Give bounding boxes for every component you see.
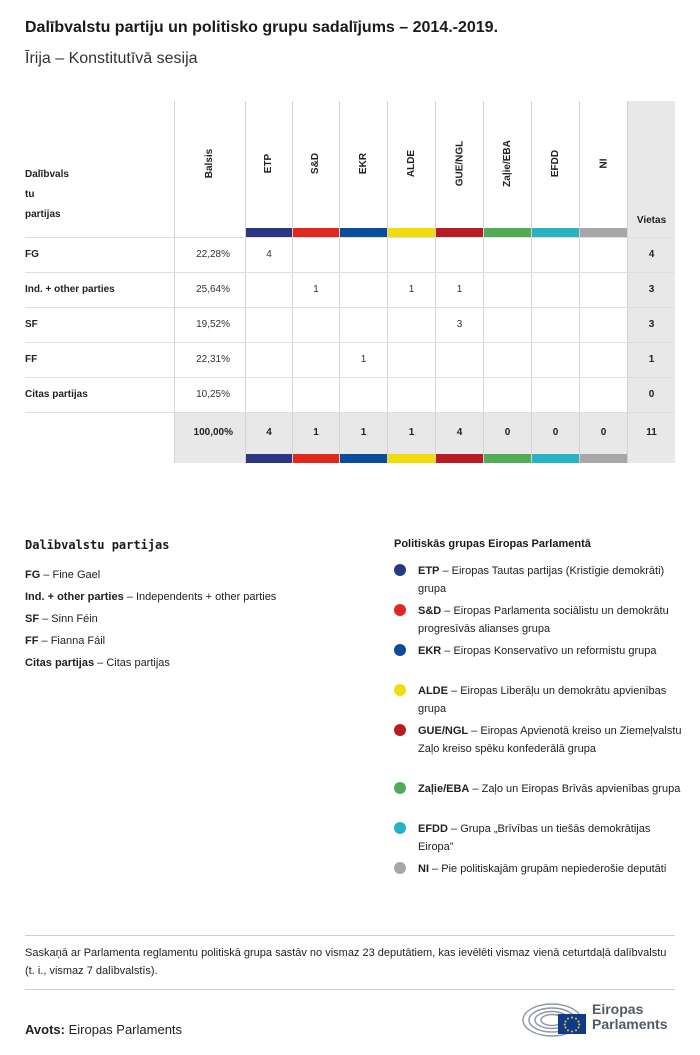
party-legend-title: Dalībvalstu partijas xyxy=(25,538,170,552)
total-seats: 3 xyxy=(648,318,655,330)
group-total-seats: 4 xyxy=(266,427,272,438)
group-dot-icon xyxy=(394,564,406,576)
group-color-bar-sd xyxy=(293,228,339,237)
party-name: SF xyxy=(25,318,38,330)
group-dot-icon xyxy=(394,862,406,874)
group-total-seats: 1 xyxy=(360,427,367,438)
group-color-bar-ekr xyxy=(340,228,387,237)
total-vote-share: 100,00% xyxy=(193,427,233,438)
party-legend xyxy=(25,564,375,674)
vote-share: 22,28% xyxy=(196,248,230,260)
group-legend-item-alde: ALDE – Eiropas Liberāļu un demokrātu apvienības grupa xyxy=(394,682,684,718)
group-legend-item-efdd: EFDD – Grupa „Brīvības un tiešās demokrātijas Eiropa” xyxy=(394,820,684,856)
group-legend-item-gue-ngl: GUE/NGL – Eiropas Apvienotā kreiso un Ziemeļvalstu Zaļo kreiso spēku konfederālā grupa xyxy=(394,722,684,758)
grand-total-seats: 11 xyxy=(646,427,657,438)
group-total-seats: 0 xyxy=(552,427,559,438)
vote-share: 10,25% xyxy=(196,388,230,400)
seat-count: 1 xyxy=(360,353,367,365)
group-legend-item-ekr: EKR – Eiropas Konservatīvo un reformistu grupa xyxy=(394,642,684,660)
group-color-bar-gue-ngl xyxy=(436,454,483,463)
group-header-etp: ETP xyxy=(263,153,275,174)
group-legend-item-sd: S&D – Eiropas Parlamenta sociālistu un demokrātu progresīvās alianses grupa xyxy=(394,602,684,638)
page-title: Dalībvalstu partiju un politisko grupu sadalījums – 2014.-2019. xyxy=(25,19,499,36)
logo-wordmark: Eiropas Parlaments xyxy=(592,1001,668,1032)
group-color-bar-alde xyxy=(388,454,435,463)
source-line: Avots: Eiropas Parlaments xyxy=(25,1022,183,1037)
group-total-seats: 1 xyxy=(313,427,319,438)
party-legend-item: FF – Fianna Fáil xyxy=(25,635,106,647)
group-color-bar-sd xyxy=(293,454,339,463)
group-color-bar-efdd xyxy=(532,228,579,237)
vote-share: 22,31% xyxy=(196,353,230,365)
party-name: FG xyxy=(25,248,39,260)
group-legend-item-etp: ETP – Eiropas Tautas partijas (Kristīgie demokrāti) grupa xyxy=(394,562,684,598)
row-divider xyxy=(25,342,675,343)
votes-column-header: Balsis xyxy=(204,148,216,179)
vote-share: 19,52% xyxy=(196,318,230,330)
group-total-seats: 0 xyxy=(504,427,511,438)
party-legend-item: Ind. + other parties – Independents + other parties xyxy=(25,591,277,603)
group-color-bar-alde xyxy=(388,228,435,237)
seat-count: 1 xyxy=(408,283,415,295)
seats-column-header: Vietas xyxy=(636,215,667,226)
group-total-seats: 0 xyxy=(600,427,607,438)
seat-count: 1 xyxy=(456,283,463,295)
group-color-bar-ekr xyxy=(340,454,387,463)
group-legend-item-ni: NI – Pie politiskajām grupām nepiederošie deputāti xyxy=(394,860,684,878)
total-seats: 4 xyxy=(648,248,655,260)
group-color-bar-etp xyxy=(246,454,292,463)
party-column-header: Dalībvals tu partijas xyxy=(25,169,69,220)
group-dot-icon xyxy=(394,604,406,616)
row-divider xyxy=(25,412,675,413)
row-divider xyxy=(25,237,675,238)
group-legend-title: Politiskās grupas Eiropas Parlamentā xyxy=(394,538,591,550)
group-legend-item-greens-efa: Zaļie/EBA – Zaļo un Eiropas Brīvās apvienības grupa xyxy=(394,780,684,798)
group-dot-icon xyxy=(394,782,406,794)
parliament-hemicycle-icon xyxy=(522,998,588,1040)
party-name: Ind. + other parties xyxy=(25,283,115,295)
vote-share: 25,64% xyxy=(196,283,230,295)
col-divider xyxy=(627,101,628,463)
group-dot-icon xyxy=(394,684,406,696)
total-seats: 1 xyxy=(648,353,655,365)
row-divider xyxy=(25,307,675,308)
vietas-column-bg xyxy=(628,101,675,463)
group-header-ekr: EKR xyxy=(358,152,369,175)
group-color-bar-greens-efa xyxy=(484,228,531,237)
divider xyxy=(25,935,675,936)
group-header-ni: NI xyxy=(598,158,609,169)
party-name: Citas partijas xyxy=(25,388,88,400)
group-color-bar-greens-efa xyxy=(484,454,531,463)
group-color-bar-gue-ngl xyxy=(436,228,483,237)
group-dot-icon xyxy=(394,644,406,656)
group-dot-icon xyxy=(394,822,406,834)
divider xyxy=(25,989,675,990)
group-header-efdd: EFDD xyxy=(549,149,561,178)
seat-count: 4 xyxy=(266,248,272,260)
group-total-seats: 1 xyxy=(408,427,415,438)
total-seats: 0 xyxy=(648,388,655,400)
european-parliament-logo xyxy=(522,998,682,1040)
row-divider xyxy=(25,272,675,273)
footnote: Saskaņā ar Parlamenta reglamentu politiskā grupa sastāv no vismaz 23 deputātiem, kas ievēlēti vismaz vienā ceturtdaļā dalībvalstu (t. i., vismaz 7 dalībvalstīs). xyxy=(25,947,667,977)
group-header-sd: S&D xyxy=(310,152,322,175)
party-name: FF xyxy=(25,353,38,365)
party-legend-item: SF – Sinn Féin xyxy=(25,613,98,625)
group-header-greens-efa: Zaļie/EBA xyxy=(502,140,513,187)
party-legend-item: FG – Fine Gael xyxy=(25,569,101,581)
page-subtitle: Īrija – Konstitutīvā sesija xyxy=(25,50,198,67)
row-divider xyxy=(25,377,675,378)
group-header-alde: ALDE xyxy=(405,149,417,178)
group-dot-icon xyxy=(394,724,406,736)
total-seats: 3 xyxy=(648,283,655,295)
seat-distribution-table xyxy=(25,101,675,463)
group-total-seats: 4 xyxy=(456,427,463,438)
group-color-bar-ni xyxy=(580,228,627,237)
seat-count: 1 xyxy=(313,283,319,295)
group-color-bar-ni xyxy=(580,454,627,463)
party-legend-item: Citas partijas – Citas partijas xyxy=(25,657,170,669)
group-color-bar-efdd xyxy=(532,454,579,463)
group-header-gue-ngl: GUE/NGL xyxy=(454,140,465,187)
seat-count: 3 xyxy=(456,318,463,330)
group-color-bar-etp xyxy=(246,228,292,237)
